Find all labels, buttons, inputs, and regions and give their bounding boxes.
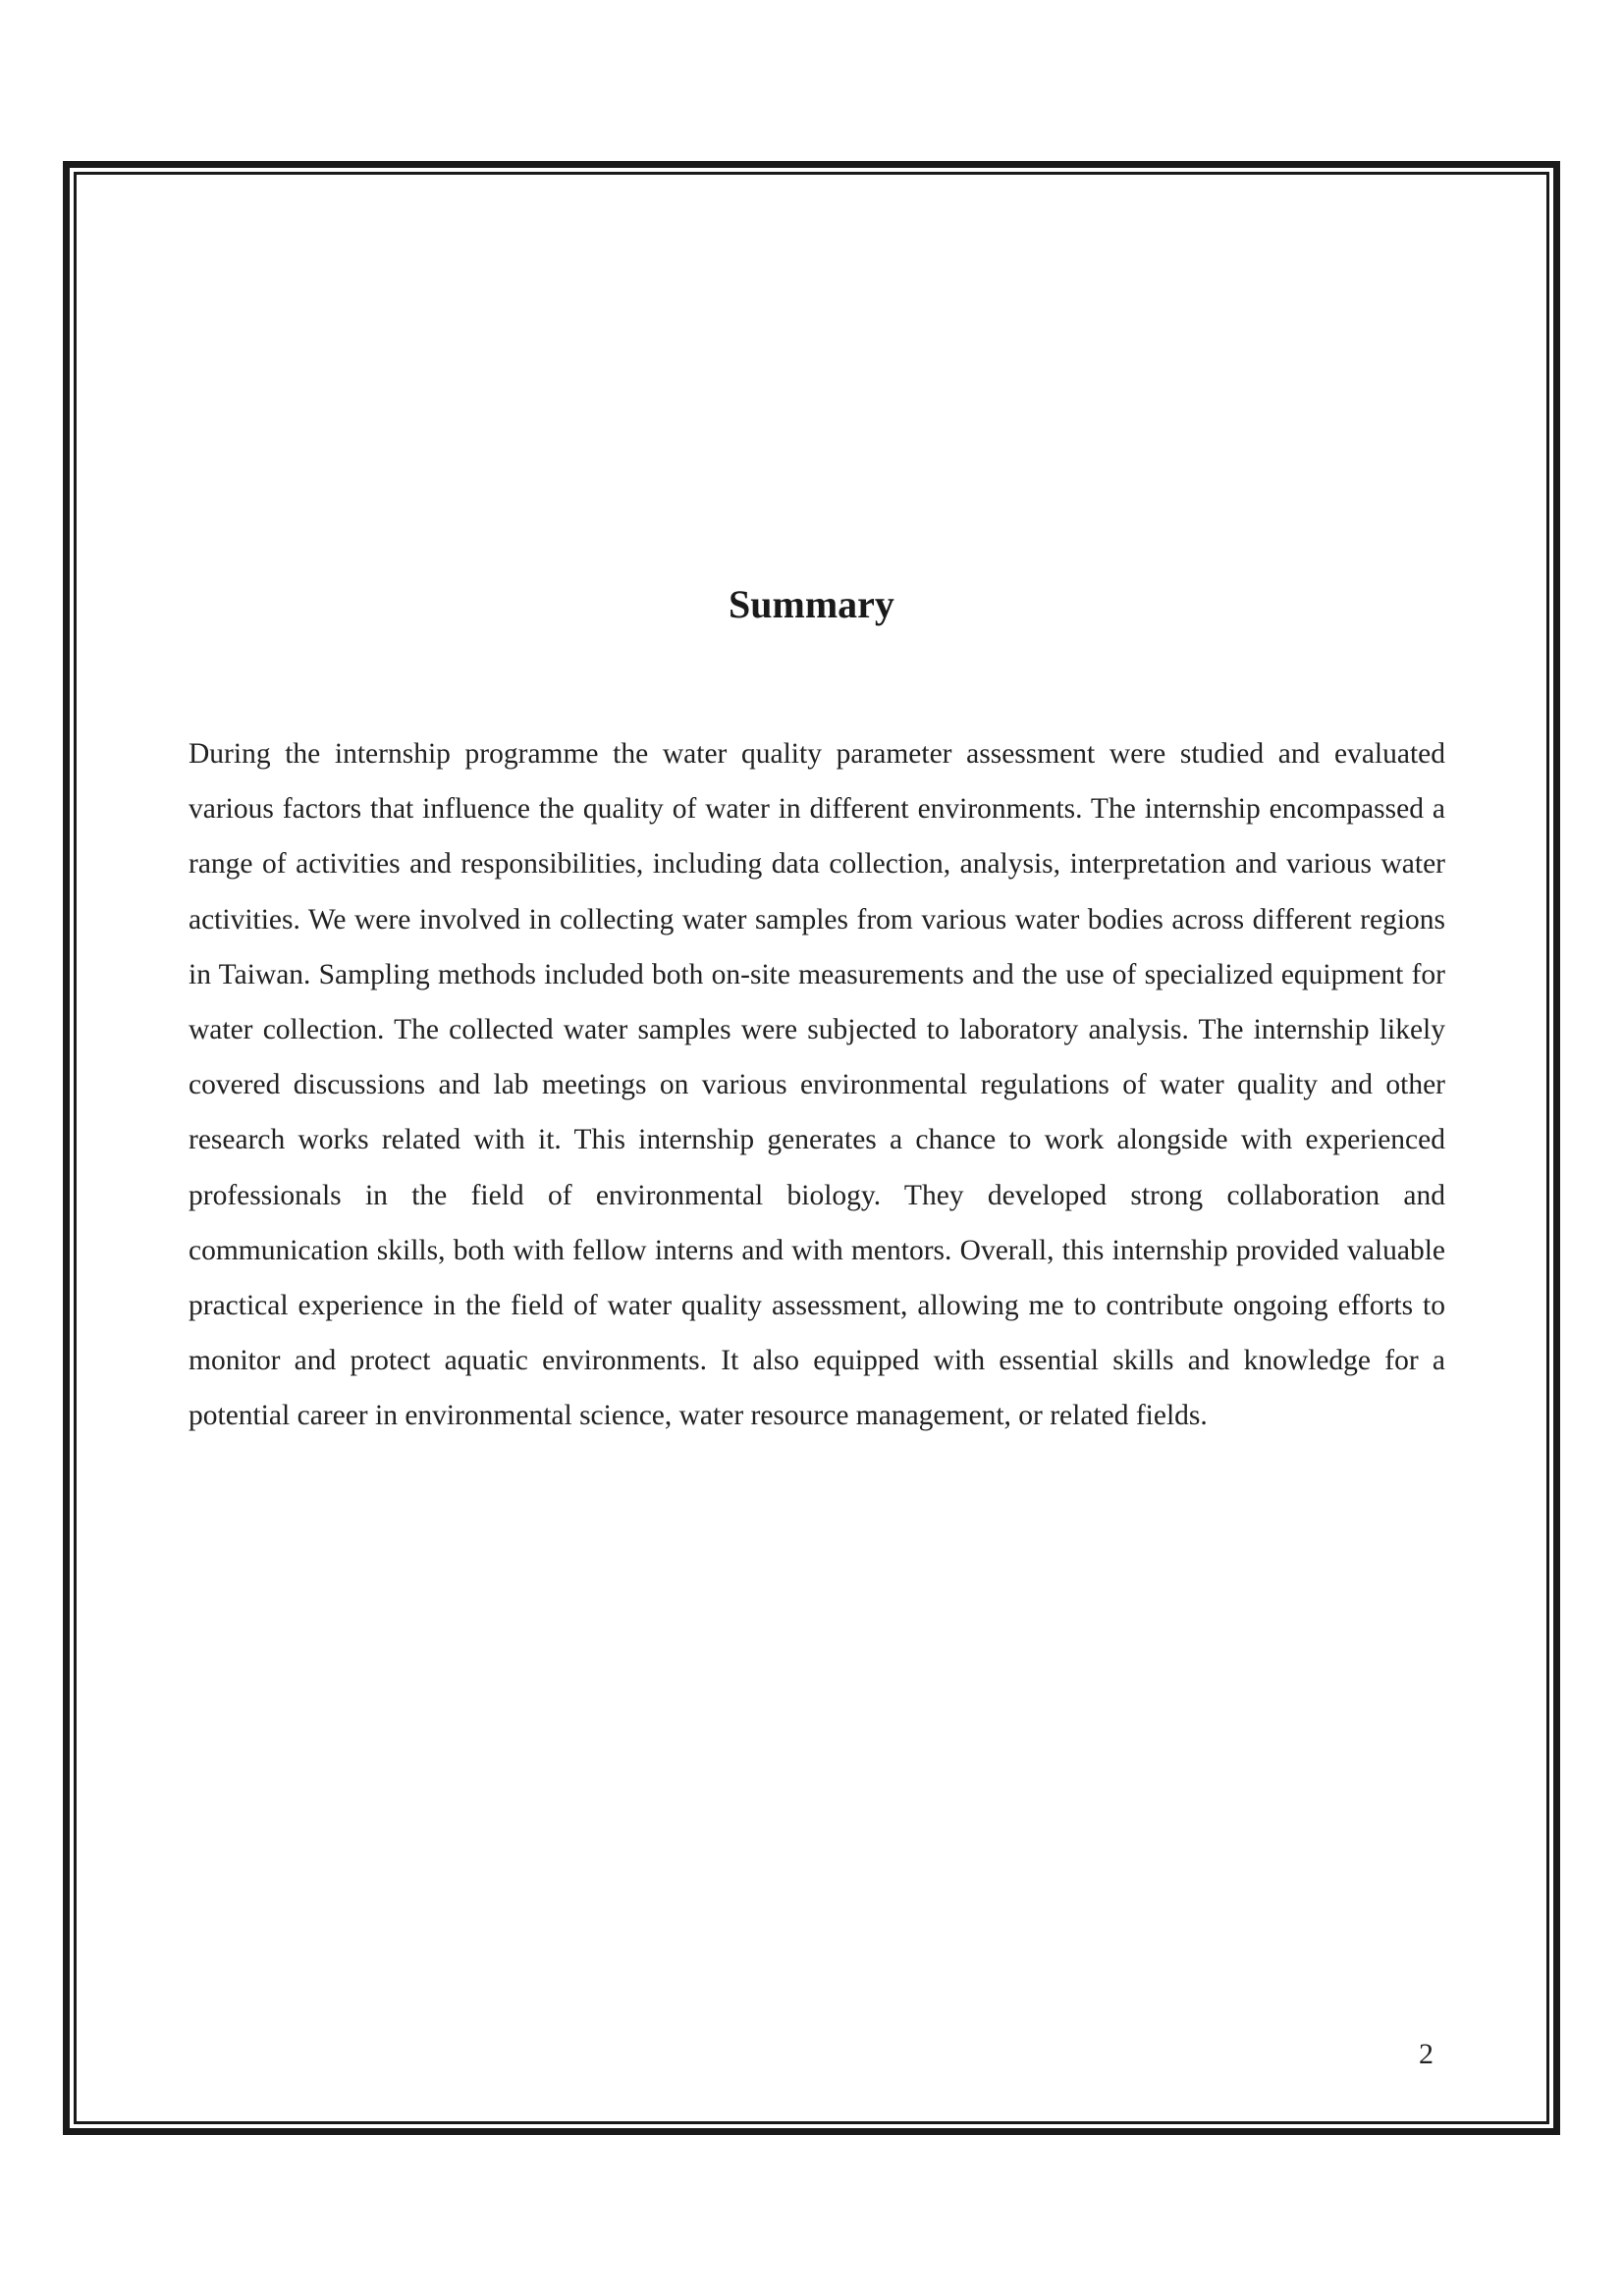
page-title: Summary — [729, 582, 894, 626]
summary-paragraph: During the internship programme the water quality parameter assessment were studied and evaluated various factors that influence the quality of water in different environments. The internship encompassed a range of activities and responsibilities, including data collection, analysis, interpretation and various water activities. We were involved in collecting water samples from various water bodies across different regions in Taiwan. Sampling methods included both on-site measurements and the use of specialized equipment for water collection. The collected water samples were subjected to laboratory analysis. The internship likely covered discussions and lab meetings on various environmental regulations of water quality and other research works related with it. This internship generates a chance to work alongside with experienced professionals in the field of environmental biology. They developed strong collaboration and communication skills, both with fellow interns and with mentors. Overall, this internship provided valuable practical experience in the field of water quality assessment, allowing me to contribute ongoing efforts to monitor and protect aquatic environments. It also equipped with essential skills and knowledge for a potential career in environmental science, water resource management, or related fields. — [189, 738, 1445, 1432]
page-number: 2 — [1419, 2038, 1434, 2070]
